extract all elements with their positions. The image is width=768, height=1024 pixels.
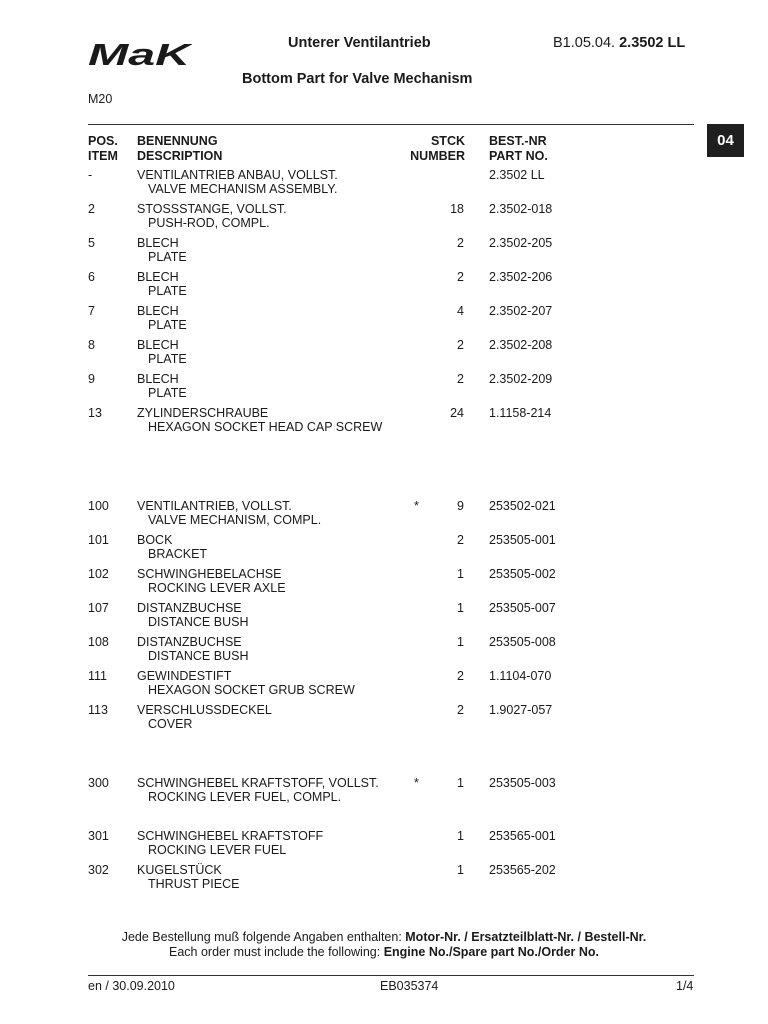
table-row — [0, 601, 768, 633]
item-desc-en: ROCKING LEVER FUEL, COMPL. — [148, 790, 342, 804]
item-desc-de: GEWINDESTIFT — [137, 669, 232, 683]
item-qty: 2 — [457, 669, 464, 683]
item-pos: 107 — [88, 601, 109, 615]
item-pos: 113 — [88, 703, 108, 717]
order-note-en — [0, 945, 768, 959]
item-mark: * — [414, 499, 419, 513]
item-qty: 2 — [457, 372, 464, 386]
item-pos: 13 — [88, 406, 102, 420]
item-part-no: 253502-021 — [489, 499, 556, 513]
col-header-desc-en: DESCRIPTION — [137, 149, 223, 163]
item-mark: * — [414, 776, 419, 790]
item-desc-de: DISTANZBUCHSE — [137, 635, 242, 649]
col-header-part-en: PART NO. — [489, 149, 548, 163]
item-part-no: 253505-008 — [489, 635, 556, 649]
col-header-part-de: BEST.-NR — [489, 134, 547, 148]
item-part-no: 2.3502-209 — [489, 372, 553, 386]
table-row — [0, 202, 768, 234]
item-qty: 9 — [457, 499, 464, 513]
item-pos: 9 — [88, 372, 95, 386]
table-row — [0, 338, 768, 370]
table-row — [0, 270, 768, 302]
section-tab: 04 — [707, 124, 744, 157]
item-qty: 24 — [450, 406, 464, 420]
table-row — [0, 863, 768, 895]
col-header-pos-de: POS. — [88, 134, 118, 148]
item-qty: 2 — [457, 703, 464, 717]
item-desc-de: KUGELSTÜCK — [137, 863, 222, 877]
item-pos: 100 — [88, 499, 109, 513]
item-part-no: 253565-202 — [489, 863, 556, 877]
order-note-de — [0, 930, 768, 944]
item-desc-de: BLECH — [137, 372, 179, 386]
item-desc-de: VERSCHLUSSDECKEL — [137, 703, 272, 717]
item-desc-de: VENTILANTRIEB, VOLLST. — [137, 499, 292, 513]
col-header-qty — [400, 134, 465, 164]
item-desc-en: VALVE MECHANISM, COMPL. — [148, 513, 322, 527]
item-desc-de: DISTANZBUCHSE — [137, 601, 242, 615]
item-qty: 1 — [457, 635, 464, 649]
item-part-no: 253505-007 — [489, 601, 556, 615]
table-row — [0, 533, 768, 565]
footer-page: 1/4 — [676, 979, 694, 993]
table-row — [0, 406, 768, 438]
item-desc-en: ROCKING LEVER FUEL — [148, 843, 287, 857]
table-row — [0, 499, 768, 531]
col-header-qty-en: NUMBER — [410, 149, 465, 163]
item-pos: 5 — [88, 236, 95, 250]
footer-lang-date: en / 30.09.2010 — [88, 979, 175, 993]
item-qty: 1 — [457, 601, 464, 615]
order-note-de-fields: Motor-Nr. / Ersatzteilblatt-Nr. / Bestell-Nr. — [405, 930, 647, 944]
col-header-pos — [88, 134, 118, 164]
item-desc-en: PLATE — [148, 318, 187, 332]
table-row — [0, 635, 768, 667]
item-desc-en: PUSH-ROD, COMPL. — [148, 216, 270, 230]
table-row — [0, 703, 768, 735]
doc-number: 2.3502 LL — [619, 35, 686, 51]
item-qty: 1 — [457, 829, 464, 843]
item-qty: 2 — [457, 338, 464, 352]
doc-prefix: B1.05.04. — [553, 35, 616, 51]
item-desc-en: ROCKING LEVER AXLE — [148, 581, 286, 595]
col-header-desc — [137, 134, 222, 164]
item-desc-de: STOSSSTANGE, VOLLST. — [137, 202, 287, 216]
header-divider — [88, 124, 694, 125]
item-pos: 111 — [88, 669, 108, 683]
item-desc-de: VENTILANTRIEB ANBAU, VOLLST. — [137, 168, 338, 182]
item-pos: 102 — [88, 567, 109, 581]
table-row — [0, 776, 768, 808]
item-desc-en: PLATE — [148, 352, 187, 366]
item-pos: 108 — [88, 635, 109, 649]
col-header-part — [489, 134, 548, 164]
footer-divider — [88, 975, 694, 976]
item-pos: 301 — [88, 829, 109, 843]
item-qty: 1 — [457, 863, 464, 877]
item-desc-en: DISTANCE BUSH — [148, 615, 249, 629]
item-pos: 101 — [88, 533, 109, 547]
item-part-no: 1.1158-214 — [489, 406, 552, 420]
footer-doc-id: EB035374 — [380, 979, 439, 993]
item-desc-de: BLECH — [137, 338, 179, 352]
page-title-de: Unterer Ventilantrieb — [288, 35, 431, 51]
item-part-no: 253565-001 — [489, 829, 556, 843]
page-title-en: Bottom Part for Valve Mechanism — [242, 71, 473, 87]
item-desc-de: BLECH — [137, 236, 179, 250]
table-row — [0, 168, 768, 200]
table-row — [0, 236, 768, 268]
item-qty: 18 — [450, 202, 464, 216]
item-desc-en: HEXAGON SOCKET GRUB SCREW — [148, 683, 355, 697]
item-qty: 1 — [457, 776, 464, 790]
item-desc-de: SCHWINGHEBELACHSE — [137, 567, 282, 581]
item-qty: 2 — [457, 533, 464, 547]
table-row — [0, 669, 768, 701]
item-desc-de: SCHWINGHEBEL KRAFTSTOFF, VOLLST. — [137, 776, 379, 790]
item-desc-en: COVER — [148, 717, 193, 731]
table-row — [0, 304, 768, 336]
item-desc-en: HEXAGON SOCKET HEAD CAP SCREW — [148, 420, 383, 434]
item-qty: 2 — [457, 236, 464, 250]
col-header-qty-de: STCK — [430, 134, 465, 148]
col-header-desc-de: BENENNUNG — [137, 134, 218, 148]
item-desc-en: DISTANCE BUSH — [148, 649, 249, 663]
order-note-de-text: Jede Bestellung muß folgende Angaben enthalten: — [121, 930, 406, 944]
item-part-no: 253505-003 — [489, 776, 556, 790]
item-desc-en: PLATE — [148, 250, 187, 264]
table-row — [0, 829, 768, 861]
item-part-no: 2.3502-207 — [489, 304, 553, 318]
item-part-no: 2.3502 LL — [489, 168, 545, 182]
item-desc-en: BRACKET — [148, 547, 208, 561]
col-header-pos-en: ITEM — [88, 149, 118, 163]
item-part-no: 2.3502-018 — [489, 202, 553, 216]
item-qty: 4 — [457, 304, 464, 318]
item-pos: 7 — [88, 304, 95, 318]
item-qty: 1 — [457, 567, 464, 581]
item-pos: 6 — [88, 270, 95, 284]
order-note-en-text: Each order must include the following: — [168, 945, 384, 959]
item-pos: 8 — [88, 338, 95, 352]
item-pos: 300 — [88, 776, 109, 790]
item-part-no: 2.3502-208 — [489, 338, 553, 352]
item-pos: - — [88, 168, 93, 182]
table-row — [0, 567, 768, 599]
item-desc-en: VALVE MECHANISM ASSEMBLY. — [148, 182, 338, 196]
item-part-no: 2.3502-206 — [489, 270, 553, 284]
item-desc-en: PLATE — [148, 284, 187, 298]
item-part-no: 2.3502-205 — [489, 236, 553, 250]
document-reference — [553, 35, 685, 51]
item-desc-en: PLATE — [148, 386, 187, 400]
item-part-no: 1.1104-070 — [489, 669, 552, 683]
item-part-no: 253505-002 — [489, 567, 556, 581]
item-pos: 302 — [88, 863, 109, 877]
order-note-en-fields: Engine No./Spare part No./Order No. — [383, 945, 599, 959]
item-desc-de: BLECH — [137, 270, 179, 284]
item-pos: 2 — [88, 202, 95, 216]
item-qty: 2 — [457, 270, 464, 284]
engine-model: M20 — [88, 92, 113, 106]
item-part-no: 1.9027-057 — [489, 703, 553, 717]
item-desc-en: THRUST PIECE — [148, 877, 240, 891]
mak-logo — [88, 40, 192, 68]
item-desc-de: ZYLINDERSCHRAUBE — [137, 406, 269, 420]
table-row — [0, 372, 768, 404]
item-desc-de: BOCK — [137, 533, 173, 547]
item-part-no: 253505-001 — [489, 533, 556, 547]
item-desc-de: SCHWINGHEBEL KRAFTSTOFF — [137, 829, 324, 843]
item-desc-de: BLECH — [137, 304, 179, 318]
svg-text:MaK: MaK — [88, 40, 192, 68]
